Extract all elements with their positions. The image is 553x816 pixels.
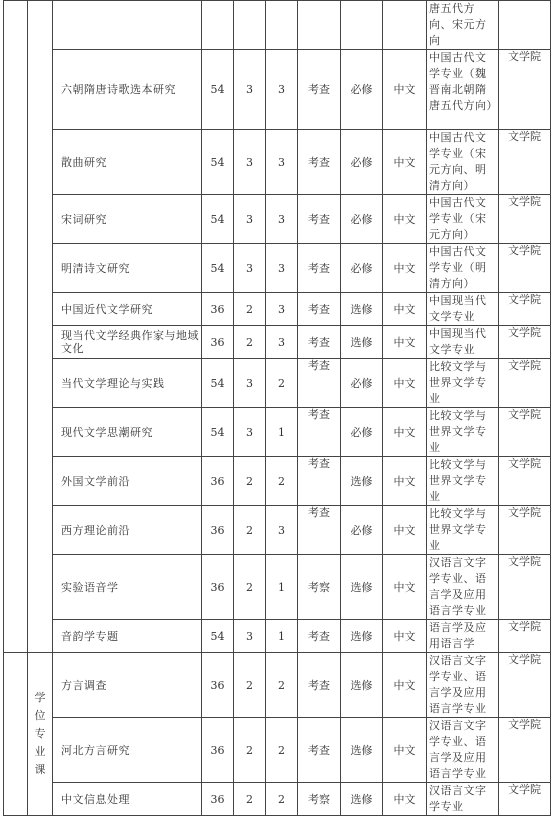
course-type: 必修: [341, 50, 383, 130]
course-type: 选修: [341, 457, 383, 506]
course-credit: 3: [234, 50, 266, 130]
course-direction: 中国古代文学专业（魏晋南北朝隋唐五代方向）: [427, 50, 499, 130]
table-row: [4, 653, 551, 718]
course-lang: 中文: [383, 359, 427, 408]
course-direction: 比较文学与世界文学专业: [427, 457, 499, 506]
course-type: 必修: [341, 244, 383, 293]
course-direction: 语言学及应用语言学: [427, 620, 499, 653]
course-semester: 1: [266, 555, 298, 620]
course-semester: 2: [266, 457, 298, 506]
course-exam: 考查: [298, 457, 341, 506]
course-type: 选修: [341, 653, 383, 718]
course-direction: 比较文学与世界文学专业: [427, 359, 499, 408]
course-dept: 文学院: [499, 326, 551, 359]
course-credit: 2: [234, 653, 266, 718]
course-dept: 文学院: [499, 718, 551, 783]
table-row: [4, 244, 551, 293]
course-type: 选修: [341, 326, 383, 359]
course-direction: 中国古代文学专业（明清方向）: [427, 244, 499, 293]
course-semester: 1: [266, 620, 298, 653]
course-hours: 54: [202, 620, 234, 653]
course-hours: [202, 1, 234, 50]
category-col-blank: [4, 653, 28, 816]
course-exam: 考查: [298, 506, 341, 555]
course-exam: 考查: [298, 408, 341, 457]
table-row: [4, 130, 551, 195]
table-row: [4, 457, 551, 506]
course-type: 选修: [341, 555, 383, 620]
course-name: 方言调查: [53, 653, 202, 718]
course-lang: 中文: [383, 293, 427, 326]
course-hours: 54: [202, 50, 234, 130]
course-exam: 考查: [298, 130, 341, 195]
course-dept: [499, 1, 551, 50]
course-exam: 考查: [298, 620, 341, 653]
course-name: 中文信息处理: [53, 783, 202, 816]
course-hours: 36: [202, 718, 234, 783]
course-direction: 中国古代文学专业（宋元方向、明清方向）: [427, 130, 499, 195]
course-lang: 中文: [383, 718, 427, 783]
course-lang: 中文: [383, 130, 427, 195]
course-dept: 文学院: [499, 653, 551, 718]
course-type: 选修: [341, 293, 383, 326]
course-semester: 2: [266, 718, 298, 783]
table-row: [4, 50, 551, 130]
course-exam: 考查: [298, 653, 341, 718]
course-semester: 3: [266, 506, 298, 555]
course-dept: 文学院: [499, 293, 551, 326]
course-hours: 54: [202, 408, 234, 457]
group-label: [28, 653, 53, 816]
course-hours: 36: [202, 457, 234, 506]
course-lang: 中文: [383, 783, 427, 816]
course-credit: 2: [234, 506, 266, 555]
group-label-char: 专: [34, 727, 46, 740]
course-direction: 中国现当代文学专业: [427, 326, 499, 359]
course-name: 实验语音学: [53, 555, 202, 620]
course-semester: 2: [266, 783, 298, 816]
table-row: [4, 718, 551, 783]
course-hours: 36: [202, 783, 234, 816]
course-lang: 中文: [383, 326, 427, 359]
table-row: [4, 359, 551, 408]
course-credit: 2: [234, 457, 266, 506]
course-exam: 考察: [298, 555, 341, 620]
table-row: [4, 293, 551, 326]
course-table: [3, 0, 551, 816]
course-exam: 考查: [298, 718, 341, 783]
course-name: 散曲研究: [53, 130, 202, 195]
course-semester: 2: [266, 653, 298, 718]
course-dept: 文学院: [499, 783, 551, 816]
course-semester: 3: [266, 293, 298, 326]
course-dept: 文学院: [499, 506, 551, 555]
table-row: [4, 195, 551, 244]
course-dept: 文学院: [499, 408, 551, 457]
course-dept: 文学院: [499, 620, 551, 653]
course-lang: 中文: [383, 195, 427, 244]
course-dept: 文学院: [499, 195, 551, 244]
course-direction: 唐五代方向、宋元方向: [427, 1, 499, 50]
course-dept: 文学院: [499, 457, 551, 506]
course-lang: 中文: [383, 50, 427, 130]
course-name: [53, 1, 202, 50]
course-semester: 3: [266, 244, 298, 293]
course-name: 外国文学前沿: [53, 457, 202, 506]
course-exam: [298, 1, 341, 50]
course-lang: 中文: [383, 620, 427, 653]
course-direction: 比较文学与世界文学专业: [427, 408, 499, 457]
course-type: 必修: [341, 506, 383, 555]
course-credit: 3: [234, 620, 266, 653]
table-row: [4, 408, 551, 457]
course-credit: 2: [234, 783, 266, 816]
course-direction: 汉语言文字学专业、语言学及应用语言学专业: [427, 718, 499, 783]
course-credit: 3: [234, 195, 266, 244]
course-semester: 2: [266, 359, 298, 408]
course-type: 必修: [341, 195, 383, 244]
table-row: [4, 506, 551, 555]
group-label-char: 学: [34, 691, 46, 704]
course-hours: 54: [202, 195, 234, 244]
course-name: 宋词研究: [53, 195, 202, 244]
course-hours: 36: [202, 293, 234, 326]
course-dept: 文学院: [499, 50, 551, 130]
course-dept: 文学院: [499, 359, 551, 408]
course-dept: 文学院: [499, 555, 551, 620]
course-lang: 中文: [383, 244, 427, 293]
course-lang: 中文: [383, 653, 427, 718]
course-name: 河北方言研究: [53, 718, 202, 783]
course-name: 音韵学专题: [53, 620, 202, 653]
course-direction: 中国现当代文学专业: [427, 293, 499, 326]
course-lang: 中文: [383, 408, 427, 457]
course-name: 中国近代文学研究: [53, 293, 202, 326]
course-type: [341, 1, 383, 50]
course-name: 六朝隋唐诗歌选本研究: [53, 50, 202, 130]
course-direction: 比较文学与世界文学专业: [427, 506, 499, 555]
category-col-blank: [4, 1, 28, 653]
table-row: [4, 1, 551, 50]
course-lang: 中文: [383, 457, 427, 506]
course-name: 明清诗文研究: [53, 244, 202, 293]
course-credit: [234, 1, 266, 50]
course-type: 选修: [341, 620, 383, 653]
course-hours: 36: [202, 653, 234, 718]
course-semester: [266, 1, 298, 50]
table-row: [4, 555, 551, 620]
course-semester: 3: [266, 130, 298, 195]
course-exam: 考查: [298, 293, 341, 326]
group-label-char: 位: [34, 709, 46, 722]
course-hours: 54: [202, 359, 234, 408]
course-credit: 3: [234, 244, 266, 293]
course-type: 选修: [341, 718, 383, 783]
table-row: [4, 783, 551, 816]
course-semester: 1: [266, 408, 298, 457]
course-exam: 考察: [298, 783, 341, 816]
group-label-char: 课: [34, 763, 46, 776]
course-credit: 3: [234, 130, 266, 195]
course-exam: 考查: [298, 244, 341, 293]
course-type: 选修: [341, 783, 383, 816]
course-type: 必修: [341, 130, 383, 195]
group-col-blank: [28, 1, 53, 653]
course-name: 西方理论前沿: [53, 506, 202, 555]
course-credit: 2: [234, 555, 266, 620]
course-dept: 文学院: [499, 130, 551, 195]
course-hours: 54: [202, 244, 234, 293]
course-hours: 36: [202, 506, 234, 555]
course-lang: 中文: [383, 506, 427, 555]
course-direction: 汉语言文字学专业: [427, 783, 499, 816]
course-type: 必修: [341, 359, 383, 408]
course-direction: 中国古代文学专业（宋元方向）: [427, 195, 499, 244]
course-name: 现代文学思潮研究: [53, 408, 202, 457]
course-dept: 文学院: [499, 244, 551, 293]
course-semester: 3: [266, 326, 298, 359]
table-row: [4, 620, 551, 653]
course-credit: 3: [234, 408, 266, 457]
course-exam: 考查: [298, 359, 341, 408]
course-semester: 3: [266, 195, 298, 244]
course-direction: 汉语言文字学专业、语言学及应用语言学专业: [427, 653, 499, 718]
course-hours: 54: [202, 130, 234, 195]
course-hours: 36: [202, 555, 234, 620]
course-lang: 中文: [383, 555, 427, 620]
course-credit: 2: [234, 326, 266, 359]
course-exam: 考查: [298, 195, 341, 244]
course-exam: 考查: [298, 326, 341, 359]
course-exam: 考查: [298, 50, 341, 130]
course-name: 现当代文学经典作家与地域文化: [53, 326, 202, 359]
course-credit: 3: [234, 359, 266, 408]
course-lang: [383, 1, 427, 50]
course-direction: 汉语言文字学专业、语言学及应用语言学专业: [427, 555, 499, 620]
table-row: [4, 326, 551, 359]
course-credit: 2: [234, 718, 266, 783]
course-name: 当代文学理论与实践: [53, 359, 202, 408]
group-label-char: 业: [34, 745, 46, 758]
course-semester: 3: [266, 50, 298, 130]
course-type: 必修: [341, 408, 383, 457]
course-credit: 2: [234, 293, 266, 326]
course-hours: 36: [202, 326, 234, 359]
